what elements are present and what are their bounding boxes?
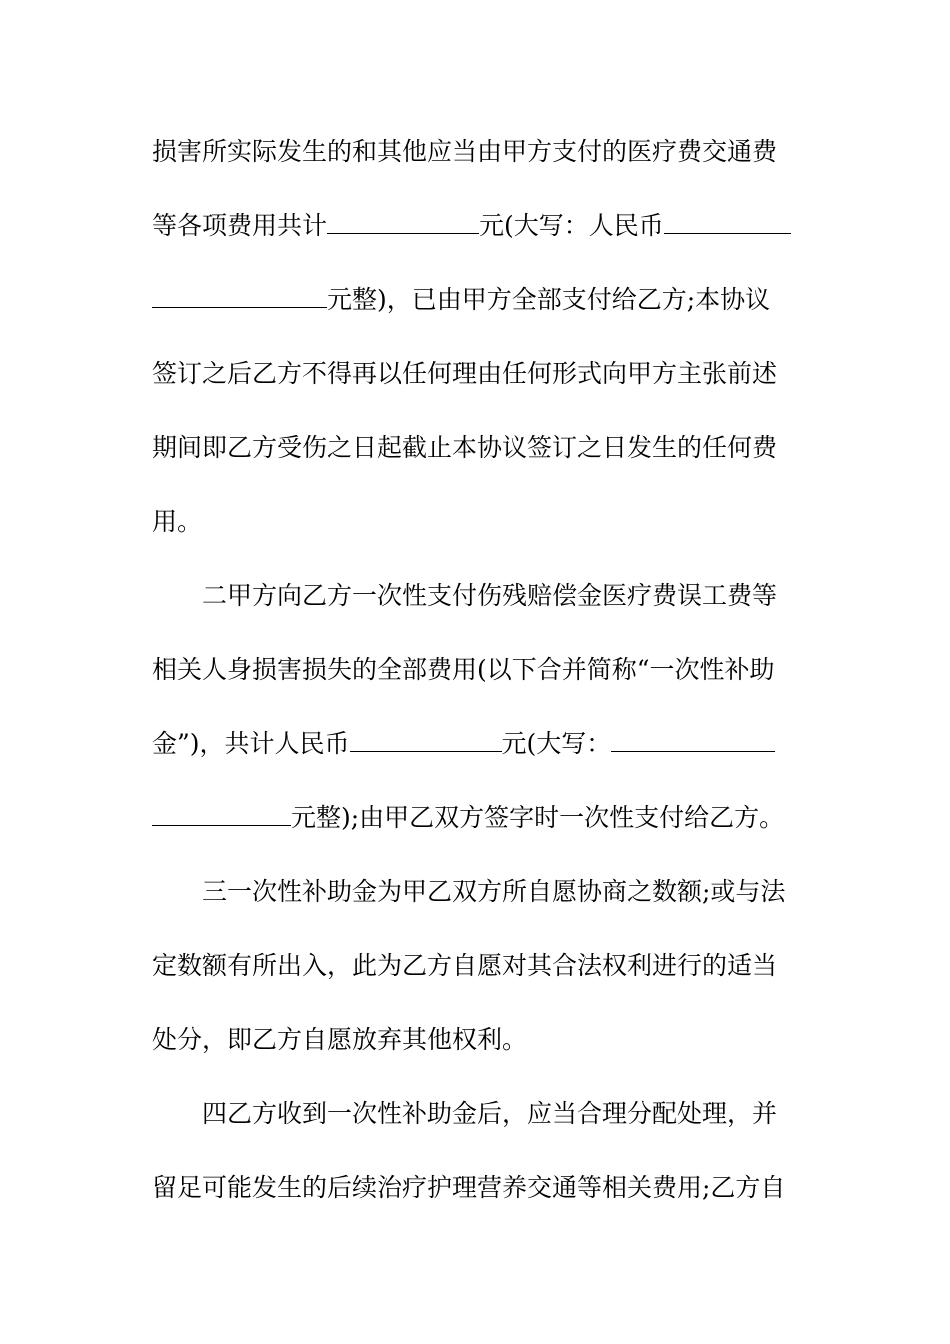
text-line — [152, 802, 812, 834]
text-line: 留足可能发生的后续治疗护理营养交通等相关费用;乙方自 — [152, 1173, 786, 1202]
text-line: 处分，即乙方自愿放弃其他权利。 — [152, 1025, 528, 1054]
text-line: 损害所实际发生的和其他应当由甲方支付的医疗费交通费 — [152, 137, 778, 166]
paragraph-2-start: 二甲方向乙方一次性支付伤残赔偿金医疗费误工费等 — [202, 581, 778, 610]
text-line — [152, 284, 812, 316]
amount-words-blank-field[interactable] — [664, 211, 791, 234]
text-segment: 金”)，共计人民币 — [152, 729, 350, 758]
amount-words-blank-field[interactable] — [152, 803, 291, 826]
amount-words-blank-field[interactable] — [152, 285, 327, 308]
text-line: 相关人身损害损失的全部费用(以下合并简称“一次性补助 — [152, 655, 775, 684]
text-line: 用。 — [152, 507, 203, 536]
text-line: 期间即乙方受伤之日起截止本协议签订之日发生的任何费 — [152, 433, 778, 462]
text-segment: 元整);由甲乙双方签字时一次性支付给乙方。 — [291, 803, 785, 832]
text-line: 定数额有所出入，此为乙方自愿对其合法权利进行的适当 — [152, 951, 778, 980]
text-line — [152, 210, 812, 242]
amount-blank-field[interactable] — [327, 211, 479, 234]
text-segment: 元(大写：人民币 — [479, 211, 664, 240]
text-segment: 等各项费用共计 — [152, 211, 328, 240]
paragraph-3-start: 三一次性补助金为甲乙双方所自愿协商之数额;或与法 — [202, 877, 786, 906]
amount-words-blank-field[interactable] — [611, 729, 775, 752]
text-segment: 元(大写： — [501, 729, 612, 758]
text-segment: 元整)，已由甲方全部支付给乙方;本协议 — [327, 285, 771, 314]
paragraph-4-start: 四乙方收到一次性补助金后，应当合理分配处理，并 — [202, 1099, 778, 1128]
amount-blank-field[interactable] — [350, 729, 502, 752]
text-line — [152, 728, 812, 760]
text-line: 签订之后乙方不得再以任何理由任何形式向甲方主张前述 — [152, 359, 778, 388]
